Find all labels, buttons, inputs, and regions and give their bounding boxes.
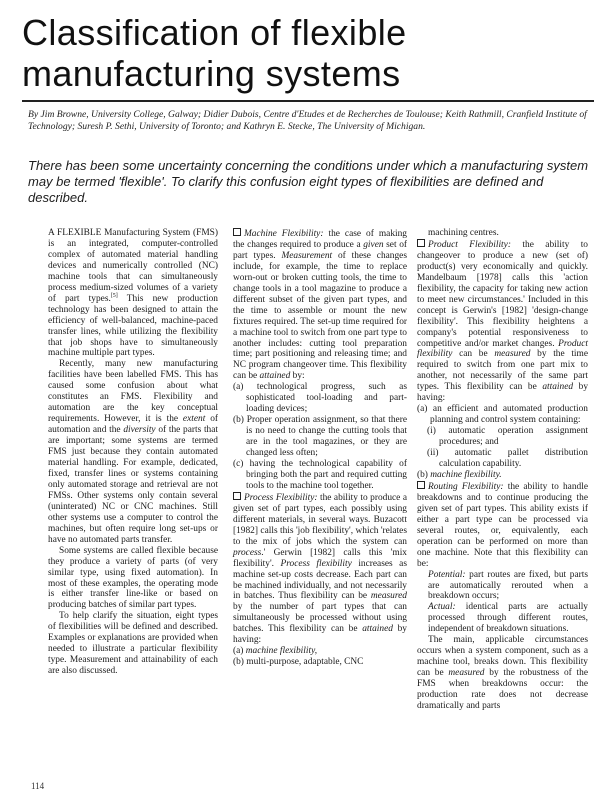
list-item: (c) having the technological capability of bringing both the part and required cutting tools to the machine tool together. <box>233 459 407 491</box>
actual-definition: Actual: identical parts are actually processed through different routes, independent of breakdown situations. <box>428 602 588 635</box>
section-square-icon <box>417 239 425 247</box>
list-item: (a) machine flexibility, <box>233 646 318 657</box>
list-item: (a) an efficient and automated production planning and control system containing: <box>417 404 588 426</box>
section-square-icon <box>233 492 241 500</box>
list-item: (a) technological progress, such as sophisticated tool-loading and part-loading devices; <box>233 382 407 415</box>
machine-flexibility-section: Machine Flexibility: the case of making the changes required to produce a given set of part types. Measurement of these changes include, for example, the time to replace worn-out or broken cutting tools, the time to change tools in a tool magazine to produce a different subset of the given part types, and the time to assemble or mount the new fixtures required. The set-up time required for a machine tool to switch from one part type to another includes: cutting tool preparation time; part positioning and releasing time; and NC program changeover time. This flexibility can be attained by: <box>233 229 408 382</box>
section-square-icon <box>417 481 425 489</box>
paragraph: A FLEXIBLE Manufacturing System (FMS) is an integrated, computer-controlled complex of automated material handling devices and numerically controlled (NC) machine tools that can simultaneously process medium-sized volumes of a variety of part types.[5] This new production technology has been designed to attain the efficiency of well-balanced, machine-paced transfer lines, while utilizing the flexibility that job shops have to simultaneously machine multiple part types. <box>48 228 218 359</box>
page-number: 114 <box>31 781 45 791</box>
body-column-3 <box>417 228 588 712</box>
sub-list-item: (ii) automatic pallet distribution calculation capability. <box>427 448 588 470</box>
process-flexibility-section: Process Flexibility: the ability to produce a given set of part types, each possibly using different materials, in several ways. Buzacott [1982] calls this 'job flexibility', which 'relates to the mix of jobs which the system can process.' Gerwin [1982] calls this 'mix flexibility'. Process flexibility increases as machine set-up costs decrease. Each part can be machined individually, and not necessarily in batches. Thus flexibility can be measured by the number of part types that can simultaneously be processed without using batches. This flexibility can be attained by having: <box>233 492 408 646</box>
continued-text: machining centres. <box>428 228 499 238</box>
list-item: (b) multi-purpose, adaptable, CNC <box>233 657 364 668</box>
product-flexibility-section: Product Flexibility: the ability to changeover to produce a new (set of) product(s) very economically and quickly. Mandelbaum [1978] calls this 'action flexibility, the capacity for taking new action to meet new circumstances.' Included in this concept is Gerwin's [1982] 'design-change flexibility'. This flexibility heightens a company's potential responsiveness to competitive and/or market changes. Product flexibility can be measured by the time required to switch from one part mix to another, not necessarily of the same part types. This flexibility can be attained by having: <box>417 239 589 404</box>
routing-flexibility-section: Routing Flexibility: the ability to handle breakdowns and to continue producing the given set of part types. This ability exists if either a part type can be processed via several routes, or, equivalently, each operation can be performed on more than one machine. Note that this flexibility can be: <box>417 481 588 569</box>
abstract: There has been some uncertainty concerning the conditions under which a manufacturing system may be termed 'flexible'. To clarify this confusion eight types of flexibilities are defined and described. <box>28 158 589 205</box>
body-column-1 <box>48 228 218 677</box>
paragraph: To help clarify the situation, eight types of flexibilities will be defined and described. Examples or explanations are provided when needed to illustrate a particular flexibility type. Measurement and attainability of each are also discussed. <box>48 611 218 677</box>
body-column-2 <box>233 228 407 668</box>
reference-marker: [5] <box>110 292 118 299</box>
list-item: (b) machine flexibility. <box>417 469 502 480</box>
list-item: (b) Proper operation assignment, so that there is no need to change the cutting tools that are in the tool magazines, or they are changed less often; <box>233 415 407 459</box>
paragraph: Some systems are called flexible because they produce a variety of parts (of very similar type, using fixed automation). In most of these examples, the operating mode is either transfer line-like or based on producing batches of similar part types. <box>48 545 218 611</box>
sub-list-item: (i) automatic operation assignment procedures; and <box>427 426 588 448</box>
article-title-text: Classification of flexible manufacturing systems <box>22 12 407 94</box>
title-rule <box>22 100 594 102</box>
section-square-icon <box>233 228 241 236</box>
article-title <box>22 12 592 94</box>
paragraph: Recently, many new manufacturing facilities have been labelled FMS. This has caused some confusion about what constitutes an FMS. Flexibility and automation are the key conceptual requirements. However, it is the extent of automation and the diversity of the parts that are important; some systems are termed FMS just because they contain automated material handling. For example, dedicated, fixed, transfer lines or systems containing only automated storage and retrieval are not FMSs. Other systems only contain several (uninterated) NC or CNC machines. Still other systems use a computer to control the machines, but often require long set-ups or have no automated parts transfer. <box>48 359 219 545</box>
paragraph: The main, applicable circumstances occurs when a system component, such as a machine tool, breaks down. This flexibility can be measured by the robustness of the FMS when breakdowns occur: the production rate does not decrease dramatically and parts <box>417 635 588 711</box>
potential-definition: Potential: part routes are fixed, but parts are automatically rerouted when a breakdown occurs; <box>428 569 588 602</box>
author-byline: By Jim Browne, University College, Galway; Didier Dubois, Centre d'Etudes et de Recherches de Toulouse; Keith Rathmill, Cranfield Institute of Technology; Suresh P. Sethi, University of Toronto; and Kathryn E. Stecke, The University of Michigan. <box>28 109 587 132</box>
